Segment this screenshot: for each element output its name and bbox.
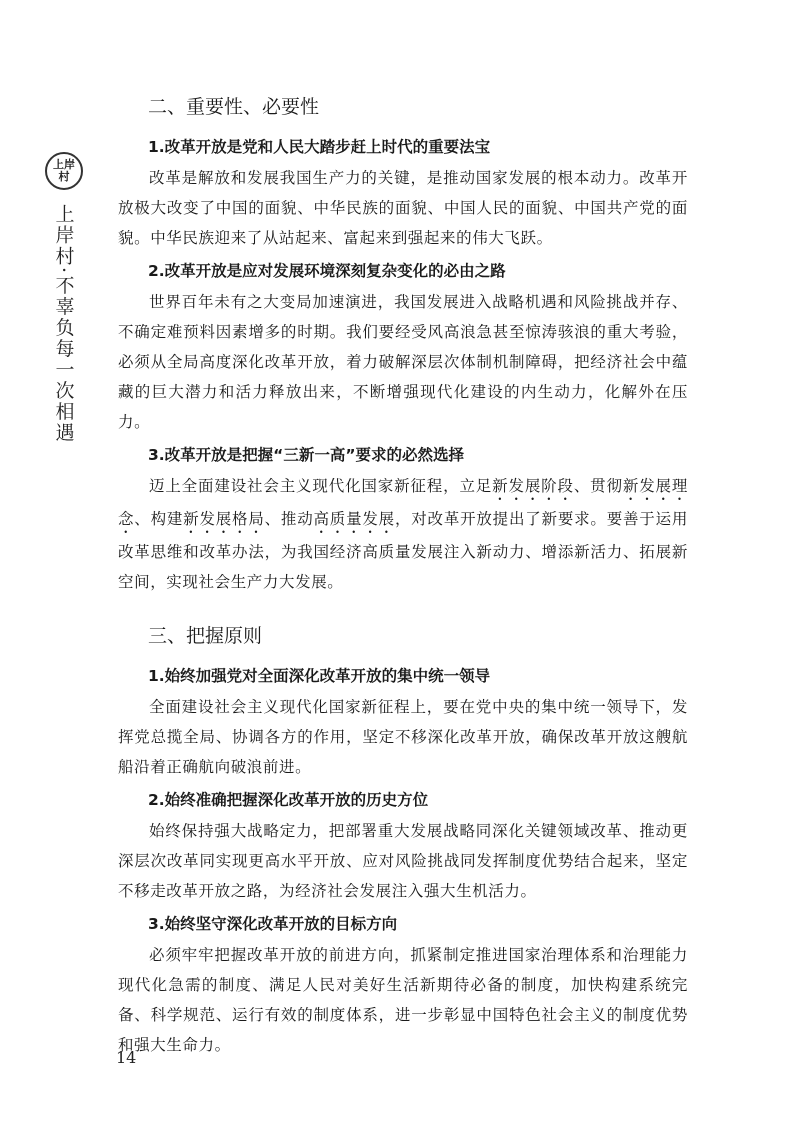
emphasis-text: 高质量发展 [313,510,395,528]
paragraph: 世界百年未有之大变局加速演进，我国发展进入战略机遇和风险挑战并存、不确定难预料因素增多的时期。我们要经受风高浪急甚至惊涛骇浪的重大考验，必须从全局高度深化改革开放，着力破解深层次体制机制障碍，把经济社会中蕴藏的巨大潜力和活力释放出来，不断增强现代化建设的内生动力，化解外在压力。 [118,293,688,431]
subsection-heading: 1.始终加强党对全面深化改革开放的集中统一领导 [148,667,491,685]
paragraph: 全面建设社会主义现代化国家新征程上，要在党中央的集中统一领导下，发挥党总揽全局、协调各方的作用，坚定不移深化改革开放，确保改革开放这艘航船沿着正确航向破浪前进。 [118,698,688,776]
section-heading-principles: 三、把握原则 [148,625,263,647]
subsection-heading: 2.改革开放是应对发展环境深刻复杂变化的必由之路 [148,262,506,280]
paragraph-text: ，对改革开放提出了新要求。要善于运用改革思维和改革办法，为我国经济高质量发展注入新动力、增添新活力、拓展新空间，实现社会生产力大发展。 [118,510,688,591]
emphasis-text: 新发展格局 [183,510,265,528]
page-number: 14 [116,1048,137,1067]
paragraph-text: 、构建 [134,510,184,528]
page-content [118,92,688,1060]
subsection-heading: 3.改革开放是把握“三新一高”要求的必然选择 [148,446,465,464]
paragraph: 改革是解放和发展我国生产力的关键，是推动国家发展的根本动力。改革开放极大改变了中国的面貌、中华民族的面貌、中国人民的面貌、中国共产党的面貌。中华民族迎来了从站起来、富起来到强起来的伟大飞跃。 [118,169,688,247]
section-heading-importance: 二、重要性、必要性 [148,96,320,118]
paragraph-three-new-one-high [118,471,688,597]
paragraph-text: 、贯彻 [573,477,623,495]
seal-bottom-text: 村 [58,170,70,183]
subsection-heading: 2.始终准确把握深化改革开放的历史方位 [148,791,429,809]
seal-logo [45,152,83,190]
paragraph: 必须牢牢把握改革开放的前进方向，抓紧制定推进国家治理体系和治理能力现代化急需的制度、满足人民对美好生活新期待必备的制度，加快构建系统完备、科学规范、运行有效的制度体系，进一步彰显中国特色社会主义的制度优势和强大生命力。 [118,946,688,1054]
paragraph-text: 迈上全面建设社会主义现代化国家新征程，立足 [149,477,493,495]
emphasis-text: 新发展阶段 [492,477,574,495]
paragraph: 始终保持强大战略定力，把部署重大发展战略同深化关键领域改革、推动更深层次改革同实现更高水平开放、应对风险挑战同发挥制度优势结合起来，坚定不移走改革开放之路，为经济社会发展注入强大生机活力。 [118,822,688,900]
subsection-heading: 1.改革开放是党和人民大踏步赶上时代的重要法宝 [148,138,491,156]
emphasis-text: 新发展理念 [118,477,688,528]
side-brand [44,152,84,443]
subsection-heading: 3.始终坚守深化改革开放的目标方向 [148,915,398,933]
paragraph-text: 、推动 [264,510,314,528]
seal-top-text: 上岸 [53,158,75,171]
side-slogan: 上岸村·不辜负每一次相遇 [52,204,75,444]
